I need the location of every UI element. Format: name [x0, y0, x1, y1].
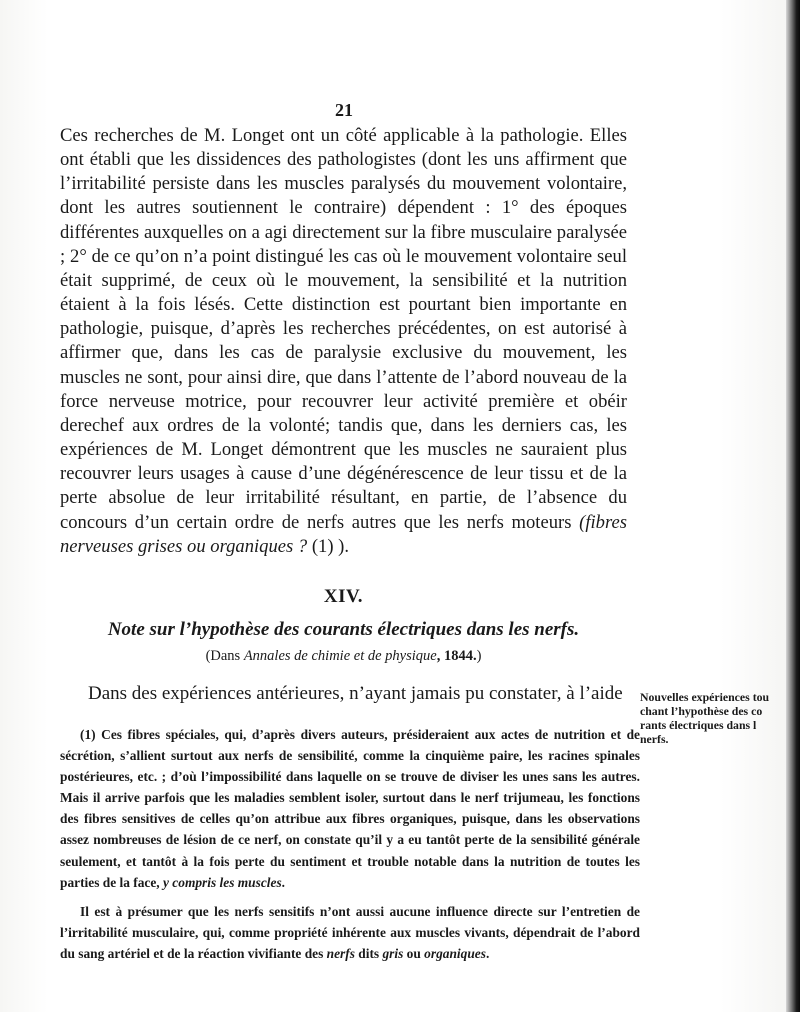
footnote-2-end: .: [485, 945, 490, 961]
footnote-1-italic: y compris les muscles: [163, 874, 282, 890]
footnote-1-end: .: [281, 874, 286, 890]
section-source: [60, 648, 627, 665]
margin-note-line: chant l’hypothèse des co: [640, 704, 763, 718]
margin-note: [640, 690, 784, 746]
footnote-2-italic-organiques: organiques: [424, 945, 486, 961]
footnote-2-italic-gris: gris: [382, 945, 404, 961]
paragraph-body: [60, 124, 627, 559]
source-journal: Annales de chimie et de physique: [243, 648, 437, 664]
source-prefix: (Dans: [205, 648, 244, 664]
page-binding-edge: [786, 0, 800, 1012]
source-suffix: ): [476, 648, 482, 664]
paragraph-footnote-ref: (1) ).: [307, 535, 350, 557]
section-number: XIV.: [323, 586, 364, 607]
footnote-2-mid2: ou: [403, 945, 425, 961]
footnote-2-mid: dits: [354, 945, 383, 961]
footnotes: [60, 724, 640, 972]
section-title: Note sur l’hypothèse des courants électriques dans les nerfs.: [107, 619, 580, 640]
footnote-2: [60, 901, 640, 964]
page-number: 21: [335, 100, 353, 120]
main-paragraph: [60, 124, 627, 559]
margin-note-line: rants électriques dans l: [640, 718, 757, 732]
paragraph-text: Ces recherches de M. Longet ont un côté applicable à la pathologie. Elles ont établi que les dissidences des pathologistes (dont les uns affirment que l’irritabilité persiste dans les muscles paralysés du mouvement volontaire, dont les autres soutiennent le contraire) dépendent : 1° des époques différentes auxquelles on a agi directement sur la fibre musculaire paralysée ; 2° de ce qu’on n’a point distingué les cas où le mouvement volontaire seul était supprimé, de ceux où le mouvement, la sensibilité et la nutrition étaient à la fois lésés. Cette distinction est pourtant bien importante en pathologie, puisque, d’après les recherches précédentes, on est autorisé à affirmer que, dans les cas de paralysie exclusive du mouvement, les muscles ne sont, pour ainsi dire, que dans l’attente de l’abord nouveau de la force nerveuse motrice, pour recouvrer leur activité première et obéir derechef aux ordres de la volonté; tandis que, dans les derniers cas, les expériences de M. Longet démontrent que les muscles ne sauraient plus recouvrer leurs usages à cause d’une dégénérescence de leur tissu et de la perte absolue de leur irritabilité résultant, en partie, de l’absence du concours d’un certain ordre de nerfs autres que les nerfs moteurs: [60, 125, 627, 533]
margin-note-line: nerfs.: [640, 732, 669, 746]
footnote-1: [60, 724, 640, 893]
paragraph-italic: (fibres nerveuses grises ou organiques ?: [60, 511, 627, 557]
footnote-1-text: (1) Ces fibres spéciales, qui, d’après divers auteurs, présideraient aux actes de nutrition et de sécrétion, s’allient surtout aux nerfs de sensibilité, comme la cinquième paire, les racines spinales postérieures, etc. ; d’où l’impossibilité dans laquelle on se trouve de diviser les unes sans les autres. Mais il arrive parfois que les maladies semblent isoler, surtout dans le nerf trijumeau, les fonctions des fibres sensitives de celles qu’on attribue aux fibres organiques, puisque, dans les observations assez nombreuses de lésion de ce nerf, on constate qu’il y a eu tantôt perte de la sensibilité générale seulement, et tantôt à la fois perte du sentiment et trouble notable dans la nutrition de toutes les parties de la face,: [60, 727, 640, 890]
margin-note-line: Nouvelles expériences tou: [640, 690, 770, 704]
footnote-2-italic-nerfs: nerfs: [326, 945, 355, 961]
section-intro-line: Dans des expériences antérieures, n’ayant jamais pu constater, à l’aide: [88, 683, 623, 704]
footnote-2-text: Il est à présumer que les nerfs sensitifs n’ont aussi aucune influence directe sur l’entretien de l’irritabilité musculaire, qui, comme propriété inhérente aux muscles vivants, dépendrait de l’abord du sang artériel et de la réaction vivifiante des: [60, 903, 640, 961]
source-year: , 1844.: [436, 648, 477, 664]
